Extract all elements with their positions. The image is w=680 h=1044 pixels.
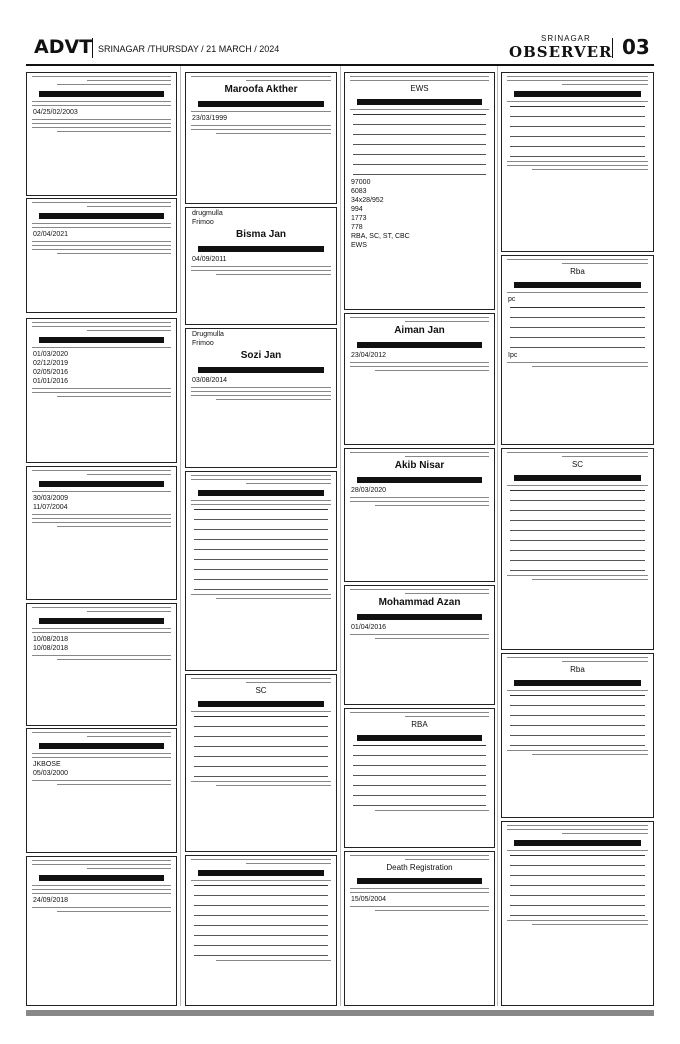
category-label: EWS xyxy=(410,84,429,93)
notice-table xyxy=(194,885,328,956)
notice-box xyxy=(185,855,337,1006)
notice-date: 02/12/2019 xyxy=(33,360,69,367)
newspaper-name: OBSERVER xyxy=(509,43,613,61)
notice-table xyxy=(510,106,645,157)
dateline: SRINAGAR /THURSDAY / 21 MARCH / 2024 xyxy=(98,44,280,54)
certificate-type: Death Registration xyxy=(386,863,453,872)
category-label: RBA xyxy=(411,720,428,729)
notice-date: 23/03/1999 xyxy=(192,115,228,122)
notice-table xyxy=(194,509,328,590)
notice-date: 24/09/2018 xyxy=(33,897,69,904)
category-label: SC xyxy=(255,686,267,695)
notice-date: 30/03/2009 xyxy=(33,495,69,502)
column-divider xyxy=(497,66,498,1006)
notice-date: 02/05/2016 xyxy=(33,369,69,376)
notice-box xyxy=(185,471,337,671)
footer-bar xyxy=(26,1010,654,1016)
notice-box xyxy=(501,821,654,1006)
notice-box xyxy=(185,72,337,204)
notice-box xyxy=(344,585,495,705)
notice-box xyxy=(26,603,177,726)
notice-box xyxy=(26,728,177,853)
notice-table xyxy=(510,307,645,348)
section-label: ADVT xyxy=(34,36,93,58)
category-label: Rba xyxy=(570,665,585,674)
notice-date: 28/03/2020 xyxy=(351,487,387,494)
board-name: JKBOSE xyxy=(33,761,61,768)
notice-box xyxy=(344,72,495,310)
column-divider xyxy=(340,66,341,1006)
notice-date: 23/04/2012 xyxy=(351,352,387,359)
header-divider xyxy=(92,38,93,58)
notice-date: 10/08/2018 xyxy=(33,645,69,652)
notice-date: 04/09/2011 xyxy=(192,256,227,263)
notice-box xyxy=(26,198,177,313)
place-name: Frimoo xyxy=(192,340,214,347)
notice-table xyxy=(510,695,645,746)
applicant-name: Maroofa Akther xyxy=(224,84,298,95)
reference-number: 97000 xyxy=(351,179,371,186)
notice-box xyxy=(501,653,654,818)
applicant-name: Mohammad Azan xyxy=(378,597,461,608)
notice-box xyxy=(185,328,337,468)
reference-number: 1773 xyxy=(351,215,367,222)
notice-box xyxy=(185,207,337,325)
header-divider-right xyxy=(612,38,613,58)
notice-table xyxy=(510,855,645,916)
reference-number: 994 xyxy=(351,206,363,213)
notice-date: 01/01/2016 xyxy=(33,378,69,385)
notice-box xyxy=(344,448,495,582)
notice-box xyxy=(501,448,654,650)
notice-date: 01/04/2016 xyxy=(351,624,387,631)
category-label: EWS xyxy=(351,242,367,249)
notice-date: 02/04/2021 xyxy=(33,231,69,238)
notice-date: 01/03/2020 xyxy=(33,351,69,358)
notice-table xyxy=(353,114,486,175)
reference-number: 6083 xyxy=(351,188,367,195)
notice-box xyxy=(344,708,495,848)
table-code: pc xyxy=(508,296,516,303)
category-label: Rba xyxy=(570,267,585,276)
reference-number: 778 xyxy=(351,224,363,231)
category-label: SC xyxy=(571,460,584,469)
reference-number: 34x28/952 xyxy=(351,197,384,204)
notice-box xyxy=(344,313,495,445)
notice-date: 15/05/2004 xyxy=(351,896,387,903)
page-header xyxy=(0,0,680,64)
notice-box xyxy=(26,318,177,463)
page-number: 03 xyxy=(622,35,650,59)
column-divider xyxy=(180,66,181,1006)
notice-box xyxy=(26,466,177,600)
place-name: Frimoo xyxy=(192,219,214,226)
place-name: drugmulla xyxy=(192,210,223,217)
notice-box xyxy=(26,72,177,196)
table-code: Ipc xyxy=(508,352,518,359)
applicant-name: Bisma Jan xyxy=(235,229,287,240)
notice-date: 05/03/2000 xyxy=(33,770,69,777)
notice-table xyxy=(510,490,645,571)
place-name: Drugmulla xyxy=(192,331,224,338)
category-list: RBA, SC, ST, CBC xyxy=(351,233,410,240)
applicant-name: Akib Nisar xyxy=(394,460,445,471)
notice-table xyxy=(194,716,328,777)
notice-date: 04/25/02/2003 xyxy=(33,109,78,116)
notice-box xyxy=(501,72,654,252)
notice-date: 03/08/2014 xyxy=(192,377,228,384)
applicant-name: Sozi Jan xyxy=(240,350,282,361)
notice-date: 10/08/2018 xyxy=(33,636,69,643)
notice-box xyxy=(26,856,177,1006)
notice-box xyxy=(185,674,337,852)
notice-table xyxy=(353,745,486,806)
notice-date: 11/07/2004 xyxy=(33,504,68,511)
notice-box xyxy=(501,255,654,445)
notice-box xyxy=(344,851,495,1006)
applicant-name: Aiman Jan xyxy=(394,325,445,336)
city-label: SRINAGAR xyxy=(541,34,591,43)
